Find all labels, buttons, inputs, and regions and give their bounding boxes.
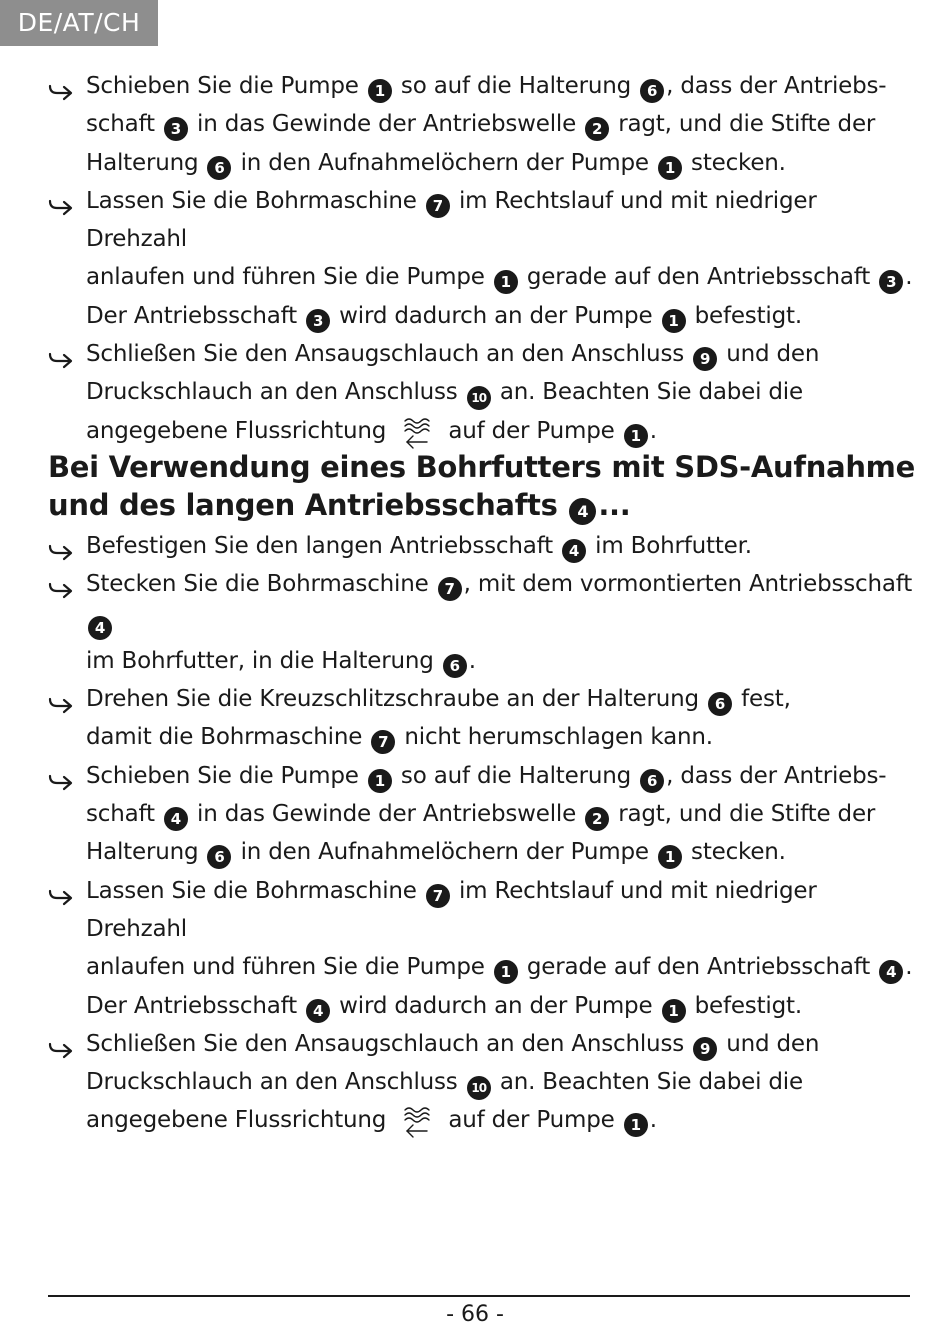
- text-run: im Rechtslauf und mit niedriger Drehzahl: [86, 877, 817, 942]
- text-run: auf der Pumpe: [441, 417, 622, 444]
- text-run: Schließen Sie den Ansaugschlauch an den Anschluss: [86, 341, 692, 368]
- text-run: , mit dem vormontierten Antriebsschaft: [463, 571, 913, 598]
- language-tab: DE/AT/CH: [0, 0, 158, 46]
- part-number-badge: 1: [494, 270, 518, 294]
- text-run: ragt, und die Stifte der: [611, 801, 876, 828]
- text-run: so auf die Halterung: [393, 73, 639, 99]
- text-run: wird dadurch an der Pumpe: [332, 992, 660, 1019]
- instruction-list-standard-shaft: [48, 67, 918, 452]
- text-run: auf der Pumpe: [441, 1107, 622, 1134]
- arrow-bullet-icon: [48, 192, 74, 212]
- part-number-badge: 7: [438, 577, 462, 601]
- text-run: Befestigen Sie den langen Antriebsschaft: [86, 533, 561, 559]
- part-number-badge: 9: [693, 1037, 717, 1061]
- text-run: im Bohrfutter, in die Halterung: [86, 647, 441, 674]
- text-run: in den Aufnahmelöchern der Pumpe: [233, 839, 656, 866]
- text-run: Druckschlauch an den Anschluss: [86, 379, 465, 406]
- text-run: in das Gewinde der Antriebswelle: [189, 111, 584, 138]
- flow-direction-icon: [401, 416, 433, 452]
- text-run: gerade auf den Antriebsschaft: [519, 954, 878, 981]
- text-run: gerade auf den Antriebsschaft: [519, 264, 878, 291]
- instruction-step: [48, 67, 918, 182]
- text-run: Bei Verwendung eines Bohrfutters mit SDS-Aufnahme: [48, 450, 915, 484]
- part-number-badge: 2: [585, 807, 609, 831]
- arrow-bullet-icon: [48, 767, 74, 787]
- arrow-bullet-icon: [48, 575, 74, 595]
- text-run: fest,: [734, 686, 791, 713]
- arrow-bullet-icon: [48, 690, 74, 710]
- part-number-badge: 7: [426, 884, 450, 908]
- text-run: im Rechtslauf und mit niedriger Drehzahl: [86, 187, 817, 253]
- text-run: anlaufen und führen Sie die Pumpe: [86, 264, 492, 291]
- instruction-step: [48, 527, 918, 565]
- text-run: angegebene Flussrichtung: [86, 417, 394, 444]
- flow-direction-icon: [401, 1105, 433, 1141]
- text-run: befestigt.: [687, 302, 802, 329]
- text-run: , dass der Antriebs-: [666, 762, 887, 789]
- text-run: angegebene Flussrichtung: [86, 1107, 394, 1134]
- part-number-badge: 1: [662, 999, 686, 1023]
- instruction-step: [48, 757, 918, 872]
- text-run: und den: [719, 1030, 820, 1057]
- text-run: Stecken Sie die Bohrmaschine: [86, 571, 436, 598]
- section-heading-sds-chuck: [48, 448, 928, 525]
- text-run: in den Aufnahmelöchern der Pumpe: [233, 149, 656, 176]
- text-run: im Bohrfutter.: [588, 533, 752, 559]
- part-number-badge: 1: [624, 424, 648, 448]
- text-run: Halterung: [86, 839, 206, 866]
- part-number-badge: 1: [662, 309, 686, 333]
- text-run: wird dadurch an der Pumpe: [332, 302, 660, 329]
- instruction-list-long-shaft: [48, 527, 918, 1141]
- part-number-badge: 4: [88, 616, 112, 640]
- text-run: Druckschlauch an den Anschluss: [86, 1069, 465, 1096]
- part-number-badge: 10: [467, 386, 491, 410]
- text-run: Schieben Sie die Pumpe: [86, 762, 366, 789]
- text-run: schaft: [86, 801, 162, 828]
- text-run: .: [905, 954, 913, 981]
- text-run: Halterung: [86, 149, 206, 176]
- text-run: damit die Bohrmaschine: [86, 724, 370, 751]
- instruction-step: [48, 565, 918, 680]
- text-run: Drehen Sie die Kreuzschlitzschraube an der Halterung: [86, 686, 707, 713]
- text-run: ragt, und die Stifte der: [611, 111, 876, 138]
- arrow-bullet-icon: [48, 537, 74, 557]
- part-number-badge: 6: [443, 654, 467, 678]
- footer-divider: [48, 1295, 910, 1297]
- part-number-badge: 3: [879, 270, 903, 294]
- part-number-badge: 1: [658, 156, 682, 180]
- part-number-badge: 6: [640, 769, 664, 793]
- text-run: in das Gewinde der Antriebswelle: [189, 801, 584, 828]
- part-number-badge: 2: [585, 117, 609, 141]
- text-run: , dass der Antriebs-: [666, 73, 887, 99]
- part-number-badge: 6: [207, 156, 231, 180]
- part-number-badge: 6: [207, 845, 231, 869]
- part-number-badge: 9: [693, 347, 717, 371]
- part-number-badge: 4: [562, 539, 586, 563]
- arrow-bullet-icon: [48, 77, 74, 97]
- text-run: Schieben Sie die Pumpe: [86, 73, 366, 99]
- text-run: ...: [598, 488, 631, 522]
- instruction-step: [48, 182, 918, 335]
- text-run: und des langen Antriebsschafts: [48, 488, 568, 522]
- part-number-badge: 1: [624, 1113, 648, 1137]
- text-run: Der Antriebsschaft: [86, 992, 305, 1019]
- text-run: und den: [719, 341, 820, 368]
- text-run: stecken.: [683, 839, 786, 866]
- part-number-badge: 4: [306, 999, 330, 1023]
- text-run: an. Beachten Sie dabei die: [492, 1069, 803, 1096]
- text-run: Lassen Sie die Bohrmaschine: [86, 187, 424, 214]
- instruction-step: [48, 335, 918, 452]
- text-run: .: [905, 264, 913, 291]
- text-run: Der Antriebsschaft: [86, 302, 305, 329]
- instruction-step: [48, 680, 918, 757]
- text-run: befestigt.: [687, 992, 802, 1019]
- part-number-badge: 6: [640, 79, 664, 103]
- part-number-badge: 6: [708, 692, 732, 716]
- part-number-badge: 3: [306, 309, 330, 333]
- text-run: Lassen Sie die Bohrmaschine: [86, 877, 424, 904]
- text-run: .: [468, 647, 476, 674]
- text-run: .: [649, 417, 657, 444]
- part-number-badge: 1: [658, 845, 682, 869]
- text-run: .: [649, 1107, 657, 1134]
- text-run: nicht herumschlagen kann.: [397, 724, 713, 751]
- part-number-badge: 1: [368, 79, 392, 103]
- instruction-step: [48, 1025, 918, 1142]
- text-run: anlaufen und führen Sie die Pumpe: [86, 954, 492, 981]
- part-number-badge: 1: [494, 960, 518, 984]
- text-run: so auf die Halterung: [393, 762, 639, 789]
- part-number-badge: 10: [467, 1076, 491, 1100]
- part-number-badge: 4: [569, 498, 596, 525]
- part-number-badge: 4: [879, 960, 903, 984]
- part-number-badge: 1: [368, 769, 392, 793]
- arrow-bullet-icon: [48, 345, 74, 365]
- page-number: - 66 -: [446, 1302, 504, 1327]
- part-number-badge: 4: [164, 807, 188, 831]
- part-number-badge: 7: [426, 194, 450, 218]
- text-run: an. Beachten Sie dabei die: [492, 379, 803, 406]
- arrow-bullet-icon: [48, 882, 74, 902]
- instruction-step: [48, 872, 918, 1025]
- part-number-badge: 3: [164, 117, 188, 141]
- part-number-badge: 7: [371, 730, 395, 754]
- text-run: stecken.: [683, 149, 786, 176]
- arrow-bullet-icon: [48, 1035, 74, 1055]
- text-run: schaft: [86, 111, 162, 138]
- text-run: Schließen Sie den Ansaugschlauch an den Anschluss: [86, 1030, 692, 1057]
